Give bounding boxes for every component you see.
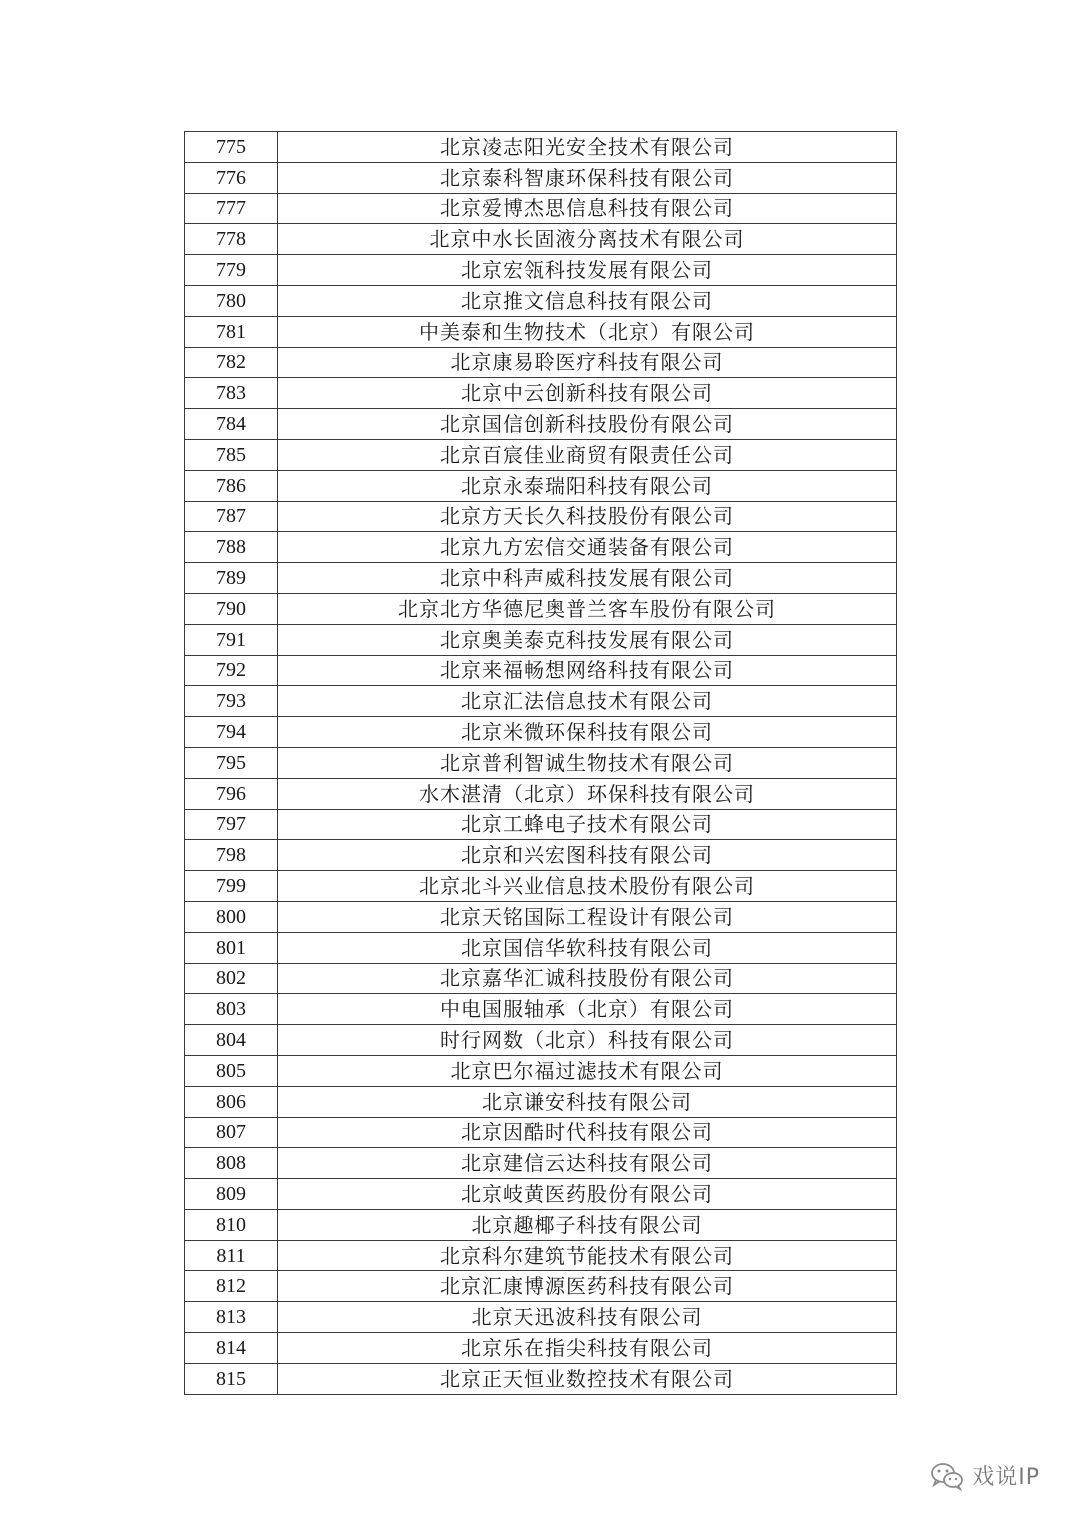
- company-name-cell: 北京国信创新科技股份有限公司: [278, 409, 897, 440]
- table-row: [185, 1240, 897, 1271]
- table-row: [185, 470, 897, 501]
- company-name-cell: 北京北方华德尼奥普兰客车股份有限公司: [278, 593, 897, 624]
- table-row: [185, 316, 897, 347]
- watermark-text: 戏说IP: [972, 1465, 1040, 1490]
- company-name-cell: 北京九方宏信交通装备有限公司: [278, 532, 897, 563]
- row-number-cell: 790: [185, 593, 278, 624]
- row-number-cell: 810: [185, 1209, 278, 1240]
- row-number-cell: 809: [185, 1179, 278, 1210]
- table-row: [185, 901, 897, 932]
- table-row: [185, 963, 897, 994]
- company-name-cell: 北京泰科智康环保科技有限公司: [278, 162, 897, 193]
- wechat-icon: [930, 1461, 964, 1491]
- table-row: [185, 439, 897, 470]
- table-row: [185, 409, 897, 440]
- table-row: [185, 162, 897, 193]
- table-row: [185, 501, 897, 532]
- row-number-cell: 811: [185, 1240, 278, 1271]
- company-name-cell: 北京宏瓴科技发展有限公司: [278, 255, 897, 286]
- row-number-cell: 806: [185, 1086, 278, 1117]
- table-body: [185, 132, 897, 1395]
- row-number-cell: 783: [185, 378, 278, 409]
- company-name-cell: 北京百宸佳业商贸有限责任公司: [278, 439, 897, 470]
- table-row: [185, 1271, 897, 1302]
- row-number-cell: 778: [185, 224, 278, 255]
- table-row: [185, 193, 897, 224]
- company-name-cell: 北京正天恒业数控技术有限公司: [278, 1363, 897, 1394]
- company-name-cell: 北京汇康博源医药科技有限公司: [278, 1271, 897, 1302]
- table-row: [185, 994, 897, 1025]
- company-name-cell: 北京北斗兴业信息技术股份有限公司: [278, 871, 897, 902]
- company-name-cell: 北京建信云达科技有限公司: [278, 1148, 897, 1179]
- table-row: [185, 747, 897, 778]
- row-number-cell: 812: [185, 1271, 278, 1302]
- company-name-cell: 北京因酷时代科技有限公司: [278, 1117, 897, 1148]
- company-name-cell: 北京汇法信息技术有限公司: [278, 686, 897, 717]
- row-number-cell: 794: [185, 717, 278, 748]
- table-row: [185, 285, 897, 316]
- company-name-cell: 北京永泰瑞阳科技有限公司: [278, 470, 897, 501]
- company-name-cell: 北京中科声威科技发展有限公司: [278, 563, 897, 594]
- table-row: [185, 778, 897, 809]
- row-number-cell: 808: [185, 1148, 278, 1179]
- row-number-cell: 804: [185, 1025, 278, 1056]
- table-row: [185, 840, 897, 871]
- row-number-cell: 777: [185, 193, 278, 224]
- row-number-cell: 776: [185, 162, 278, 193]
- row-number-cell: 813: [185, 1302, 278, 1333]
- table-row: [185, 871, 897, 902]
- row-number-cell: 798: [185, 840, 278, 871]
- company-name-cell: 北京天迅波科技有限公司: [278, 1302, 897, 1333]
- company-name-cell: 北京和兴宏图科技有限公司: [278, 840, 897, 871]
- company-name-cell: 北京普利智诚生物技术有限公司: [278, 747, 897, 778]
- watermark: [930, 1460, 1040, 1491]
- table-row: [185, 1025, 897, 1056]
- table-row: [185, 347, 897, 378]
- company-name-cell: 北京爱博杰思信息科技有限公司: [278, 193, 897, 224]
- row-number-cell: 785: [185, 439, 278, 470]
- company-name-cell: 北京中水长固液分离技术有限公司: [278, 224, 897, 255]
- row-number-cell: 775: [185, 132, 278, 163]
- company-name-cell: 北京康易聆医疗科技有限公司: [278, 347, 897, 378]
- company-name-cell: 北京来福畅想网络科技有限公司: [278, 655, 897, 686]
- table-row: [185, 717, 897, 748]
- table-row: [185, 624, 897, 655]
- row-number-cell: 796: [185, 778, 278, 809]
- company-name-cell: 北京工蜂电子技术有限公司: [278, 809, 897, 840]
- company-list-table: [184, 131, 897, 1395]
- table-row: [185, 378, 897, 409]
- table-row: [185, 1209, 897, 1240]
- table-row: [185, 132, 897, 163]
- row-number-cell: 789: [185, 563, 278, 594]
- table-row: [185, 1117, 897, 1148]
- table-row: [185, 255, 897, 286]
- row-number-cell: 815: [185, 1363, 278, 1394]
- row-number-cell: 779: [185, 255, 278, 286]
- row-number-cell: 814: [185, 1333, 278, 1364]
- row-number-cell: 782: [185, 347, 278, 378]
- row-number-cell: 781: [185, 316, 278, 347]
- row-number-cell: 787: [185, 501, 278, 532]
- table-row: [185, 224, 897, 255]
- table-row: [185, 593, 897, 624]
- company-name-cell: 北京天铭国际工程设计有限公司: [278, 901, 897, 932]
- row-number-cell: 793: [185, 686, 278, 717]
- table-row: [185, 1055, 897, 1086]
- row-number-cell: 805: [185, 1055, 278, 1086]
- company-name-cell: 北京国信华软科技有限公司: [278, 932, 897, 963]
- table-row: [185, 563, 897, 594]
- company-name-cell: 北京推文信息科技有限公司: [278, 285, 897, 316]
- row-number-cell: 792: [185, 655, 278, 686]
- company-name-cell: 中电国服轴承（北京）有限公司: [278, 994, 897, 1025]
- company-name-cell: 北京凌志阳光安全技术有限公司: [278, 132, 897, 163]
- company-name-cell: 水木湛清（北京）环保科技有限公司: [278, 778, 897, 809]
- table-row: [185, 655, 897, 686]
- company-name-cell: 时行网数（北京）科技有限公司: [278, 1025, 897, 1056]
- table-row: [185, 1148, 897, 1179]
- table-row: [185, 1363, 897, 1394]
- company-name-cell: 北京科尔建筑节能技术有限公司: [278, 1240, 897, 1271]
- company-name-cell: 北京嘉华汇诚科技股份有限公司: [278, 963, 897, 994]
- table-row: [185, 686, 897, 717]
- company-name-cell: 北京乐在指尖科技有限公司: [278, 1333, 897, 1364]
- company-name-cell: 北京方天长久科技股份有限公司: [278, 501, 897, 532]
- row-number-cell: 786: [185, 470, 278, 501]
- row-number-cell: 784: [185, 409, 278, 440]
- table-row: [185, 932, 897, 963]
- row-number-cell: 788: [185, 532, 278, 563]
- company-name-cell: 北京米微环保科技有限公司: [278, 717, 897, 748]
- table-row: [185, 532, 897, 563]
- row-number-cell: 803: [185, 994, 278, 1025]
- table-row: [185, 1333, 897, 1364]
- table-row: [185, 809, 897, 840]
- row-number-cell: 799: [185, 871, 278, 902]
- row-number-cell: 797: [185, 809, 278, 840]
- company-name-cell: 北京奥美泰克科技发展有限公司: [278, 624, 897, 655]
- row-number-cell: 791: [185, 624, 278, 655]
- row-number-cell: 800: [185, 901, 278, 932]
- company-name-cell: 中美泰和生物技术（北京）有限公司: [278, 316, 897, 347]
- row-number-cell: 795: [185, 747, 278, 778]
- company-name-cell: 北京巴尔福过滤技术有限公司: [278, 1055, 897, 1086]
- row-number-cell: 801: [185, 932, 278, 963]
- table-row: [185, 1086, 897, 1117]
- row-number-cell: 780: [185, 285, 278, 316]
- table-row: [185, 1302, 897, 1333]
- company-name-cell: 北京趣椰子科技有限公司: [278, 1209, 897, 1240]
- company-name-cell: 北京谦安科技有限公司: [278, 1086, 897, 1117]
- table-row: [185, 1179, 897, 1210]
- company-name-cell: 北京岐黄医药股份有限公司: [278, 1179, 897, 1210]
- company-name-cell: 北京中云创新科技有限公司: [278, 378, 897, 409]
- row-number-cell: 807: [185, 1117, 278, 1148]
- row-number-cell: 802: [185, 963, 278, 994]
